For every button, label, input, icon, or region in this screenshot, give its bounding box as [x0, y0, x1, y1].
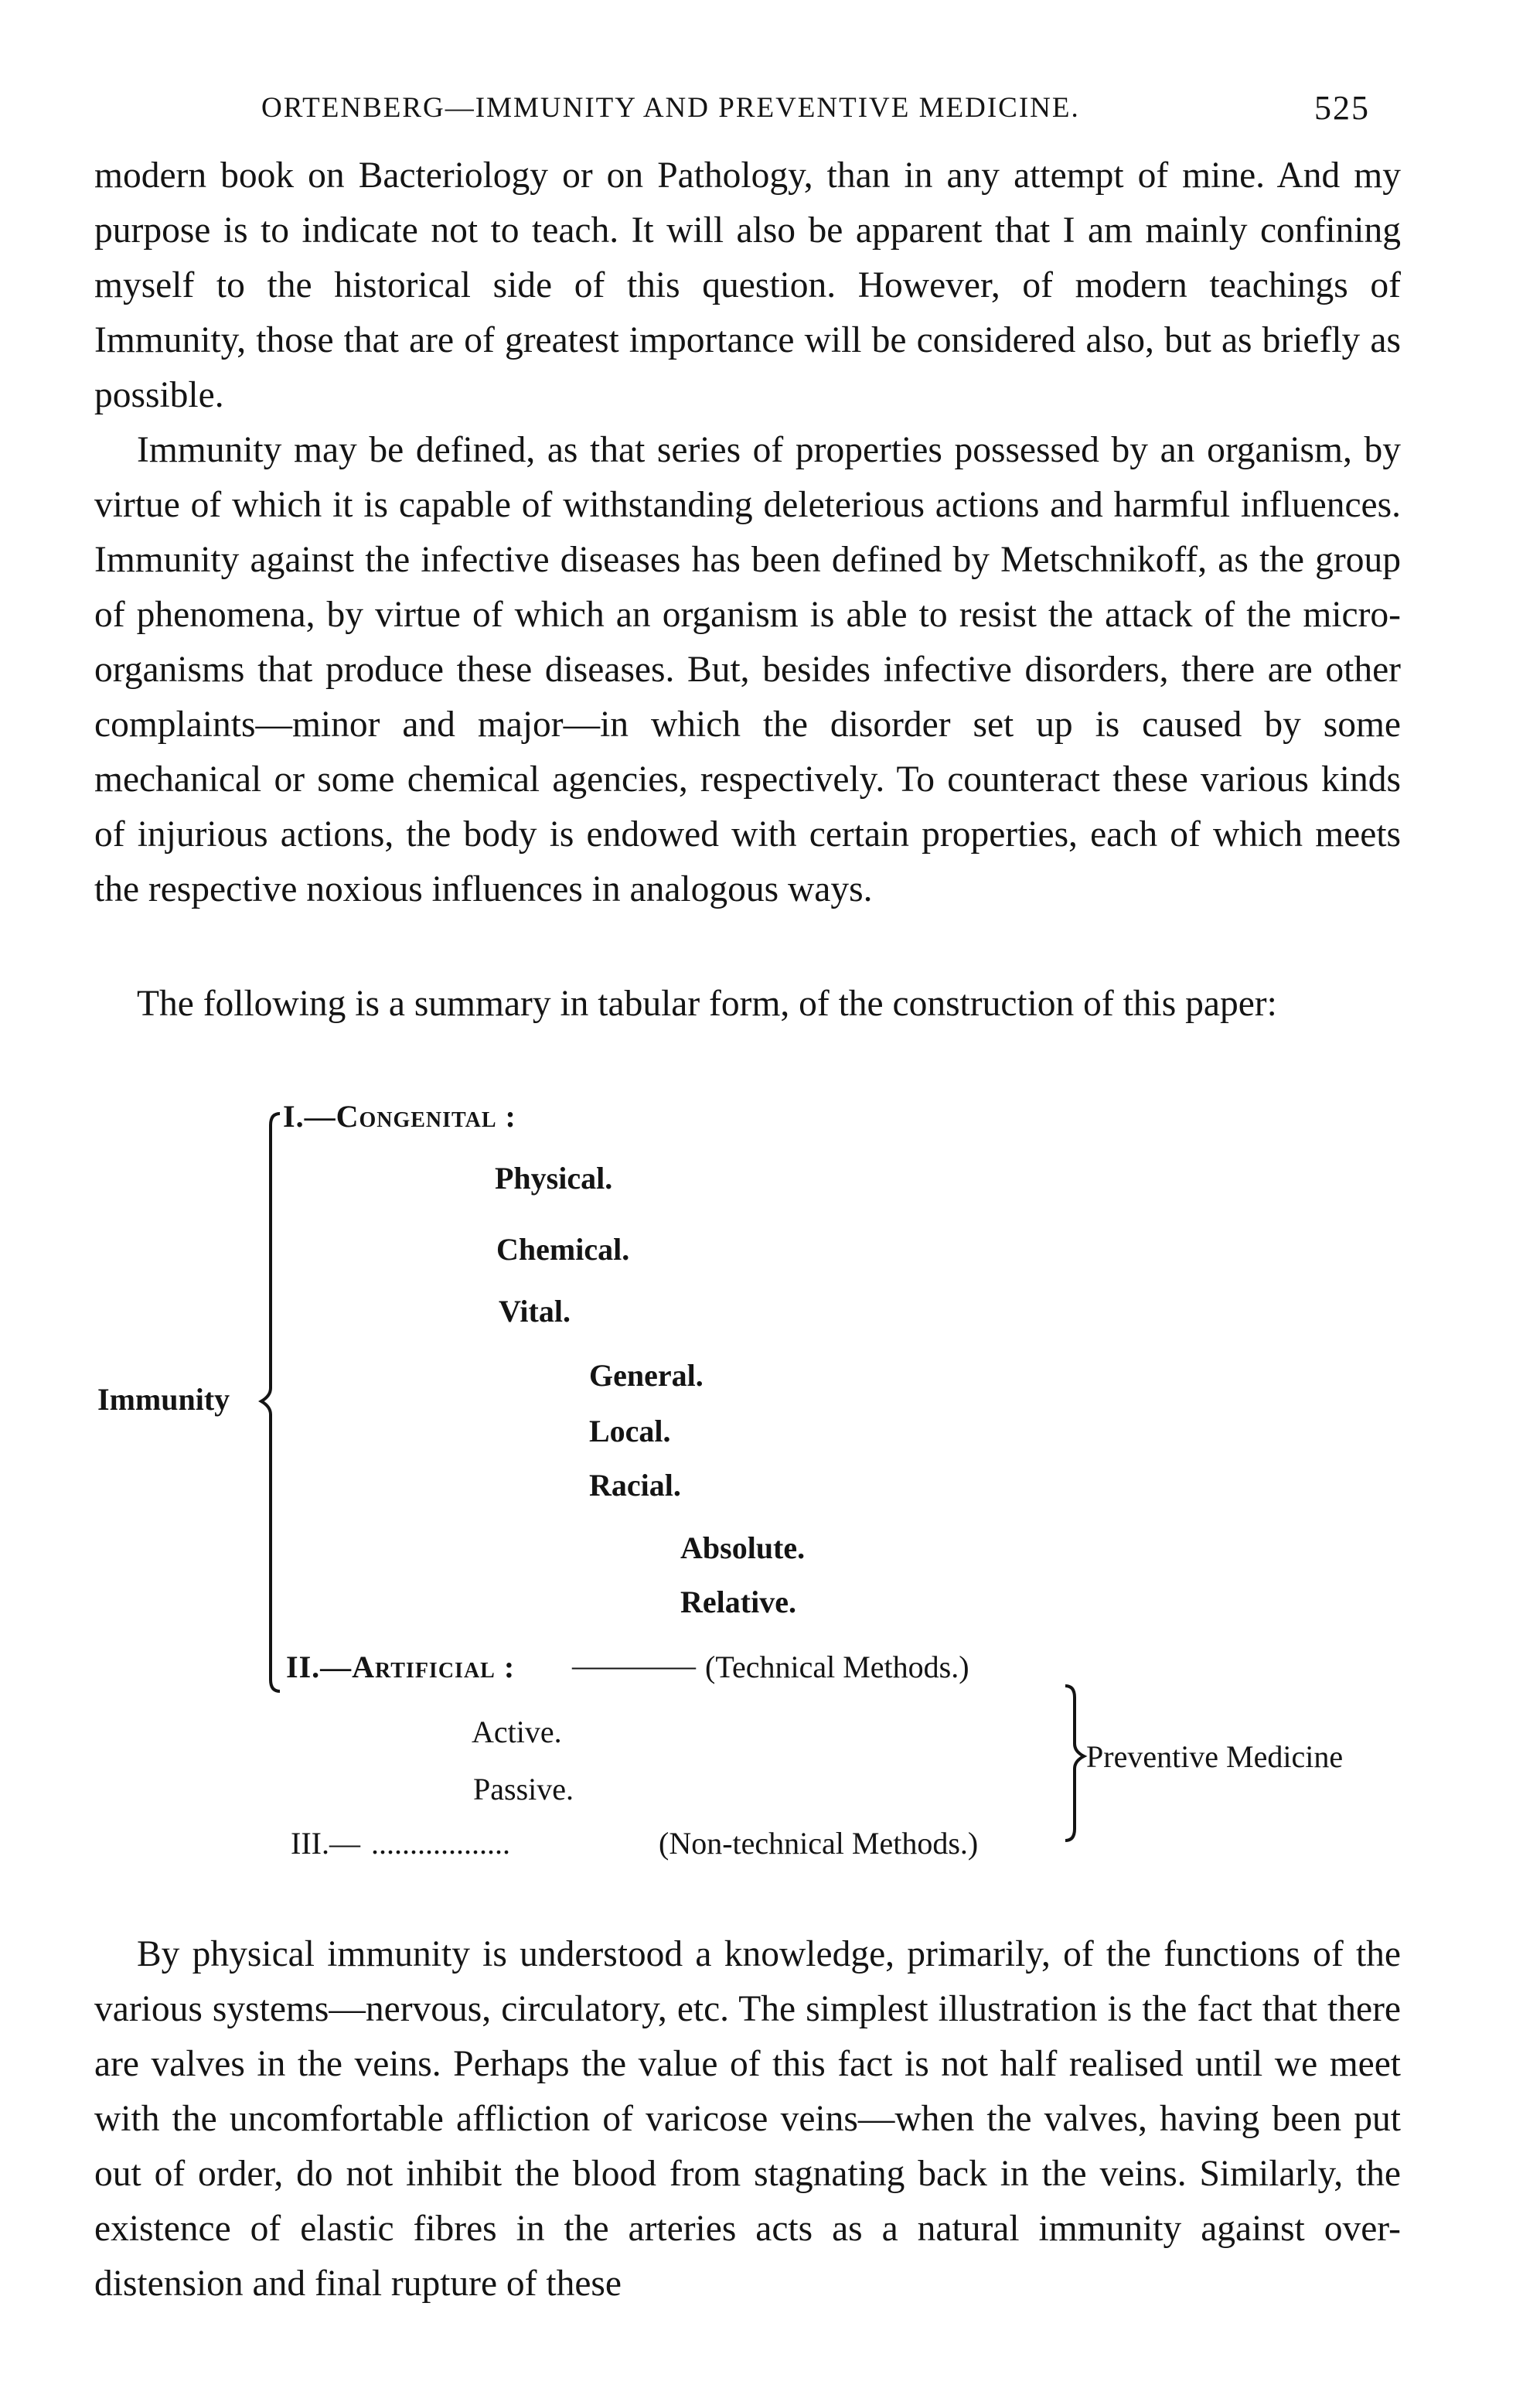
- paragraph-3: The following is a summary in tabular form, of the construction of this paper:: [137, 984, 1277, 1024]
- congenital-item-general: General.: [589, 1358, 704, 1393]
- immunity-brace: [261, 1114, 280, 1691]
- running-title: ORTENBERG—IMMUNITY AND PREVENTIVE MEDICINE.: [261, 92, 1080, 124]
- artificial-item-passive: Passive.: [473, 1772, 574, 1806]
- congenital-item-local: Local.: [589, 1414, 671, 1448]
- paragraph-1: modern book on Bacteriology or on Pathology, than in any attempt of mine. And my purpose is to indicate not to teach. It will also be apparent that I am mainly confining myself to the historical side of this question. However, of modern teachings of Immunity, those that are of greatest importance will be considered also, but as briefly as possible.: [94, 155, 1401, 415]
- immunity-classification-diagram: [0, 1083, 1540, 1895]
- congenital-item-vital: Vital.: [499, 1294, 571, 1329]
- running-header: [0, 91, 1540, 138]
- congenital-item-physical: Physical.: [495, 1161, 613, 1196]
- paragraph-2: Immunity may be defined, as that series of properties possessed by an organism, by virtue of which it is capable of withstanding deleterious actions and harmful influences. Immunity against the infective diseases has been defined by Metschnikoff, as the group of phenomena, by virtue of which an organism is able to resist the attack of the micro-organisms that produce these diseases. But, besides infective disorders, there are other complaints—minor and major—in which the disorder set up is caused by some mechanical or some chemical agencies, respectively. To counteract these various kinds of injurious actions, the body is endowed with certain properties, each of which meets the respective noxious influences in analogous ways.: [94, 430, 1401, 909]
- third-dots: ..................: [371, 1826, 510, 1861]
- page-number: 525: [1314, 89, 1370, 127]
- congenital-item-racial: Racial.: [589, 1468, 681, 1503]
- congenital-label: I.—Congenital :: [283, 1099, 516, 1134]
- non-technical-methods-label: (Non-technical Methods.): [659, 1826, 979, 1861]
- congenital-item-chemical: Chemical.: [496, 1232, 630, 1267]
- third-label: III.—: [291, 1826, 360, 1861]
- artificial-dash: ————: [572, 1648, 696, 1683]
- congenital-item-absolute: Absolute.: [680, 1530, 806, 1565]
- artificial-label: II.—Artificial :: [286, 1650, 516, 1684]
- paragraph-4: By physical immunity is understood a knowledge, primarily, of the functions of the various systems—nervous, circulatory, etc. The simplest illustration is the fact that there are valves in the veins. Perhaps the value of this fact is not half realised until we meet with the uncomfortable affliction of varicose veins—when the valves, having been put out of order, do not inhibit the blood from stagnating back in the veins. Similarly, the existence of elastic fibres in the arteries acts as a natural immunity against over-distension and final rupture of these: [94, 1934, 1401, 2304]
- preventive-medicine-brace: [1065, 1686, 1084, 1841]
- congenital-item-relative: Relative.: [680, 1585, 796, 1619]
- technical-methods-label: (Technical Methods.): [705, 1650, 969, 1684]
- artificial-item-active: Active.: [472, 1714, 562, 1749]
- diagram-root-immunity: Immunity: [97, 1382, 230, 1417]
- preventive-medicine-label: Preventive Medicine: [1086, 1739, 1344, 1774]
